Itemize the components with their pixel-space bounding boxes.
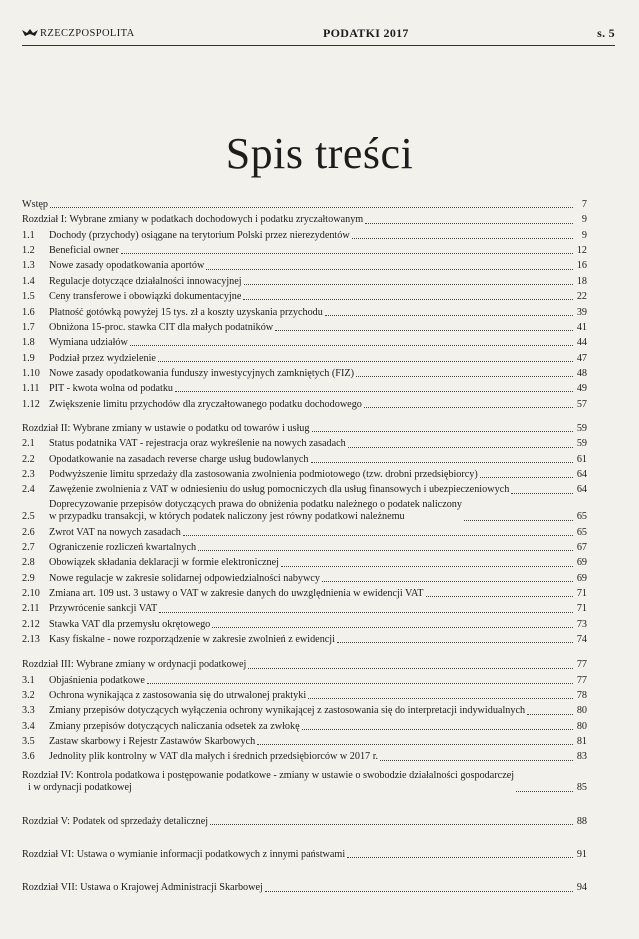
toc-entry-title: Podwyższenie limitu sprzedaży dla zastosowania zwolnienia podmiotowego (tzw. drobni przedsiębiorcy) [49, 468, 478, 480]
dot-leader [158, 361, 573, 362]
toc-entry-title: Doprecyzowanie przepisów dotyczących prawa do obniżenia podatku należnego o podatek naliczony [49, 498, 462, 510]
dot-leader [212, 627, 573, 628]
dot-leader [183, 535, 573, 536]
toc-entry-title: Podział przez wydzielenie [49, 352, 156, 364]
toc-entry-title: PIT - kwota wolna od podatku [49, 383, 174, 395]
toc-entry-page: 80 [576, 705, 587, 717]
toc-entry-page: 65 [576, 526, 587, 538]
dot-leader [516, 791, 573, 792]
toc-entry-title-continued: w przypadku transakcji, w których podatek naliczony jest równy podatkowi należnemu [49, 511, 405, 523]
toc-entry-page: 61 [576, 453, 587, 465]
toc-entry-page: 39 [576, 306, 587, 318]
toc-entry-number: 1.4 [22, 275, 35, 287]
toc-entry-page: 85 [576, 782, 587, 794]
toc-entry-page: 71 [576, 603, 587, 615]
toc-entry-number: 2.5 [22, 511, 35, 523]
dot-leader [426, 596, 574, 597]
toc-entry [22, 748, 587, 763]
page-header [22, 22, 615, 44]
toc-entry-page: 64 [576, 484, 587, 496]
toc-entry-title: Wymiana udziałów [49, 337, 128, 349]
toc-entry-number: 2.7 [22, 541, 35, 553]
dot-leader [380, 760, 573, 761]
toc-entry-number: 2.3 [22, 468, 35, 480]
toc-entry-page: 73 [576, 618, 587, 630]
toc-entry-page: 80 [576, 720, 587, 732]
dot-leader [322, 581, 573, 582]
toc-entry-number: 3.5 [22, 736, 35, 748]
toc-entry-page: 49 [576, 383, 587, 395]
dot-leader [198, 550, 573, 551]
dot-leader [243, 299, 573, 300]
toc-entry [22, 242, 587, 257]
toc-entry-number: 2.13 [22, 634, 40, 646]
toc-entry [22, 349, 587, 364]
dot-leader [121, 253, 573, 254]
toc-entry [22, 435, 587, 450]
toc-entry-number: 2.11 [22, 603, 40, 615]
toc-entry-number: 1.5 [22, 291, 35, 303]
toc-entry-number: 2.6 [22, 526, 35, 538]
toc-entry-title: Nowe zasady opodatkowania funduszy inwestycyjnych zamkniętych (FIZ) [49, 367, 354, 379]
toc-entry-page: 22 [576, 291, 587, 303]
toc-entry-page: 81 [576, 736, 587, 748]
page-title: Spis treści [225, 129, 414, 178]
toc-entry-page: 69 [576, 557, 587, 569]
toc-entry-number: 1.1 [22, 229, 35, 241]
toc-entry [22, 497, 587, 524]
toc-entry [22, 585, 587, 600]
toc-entry-title: Objaśnienia podatkowe [49, 674, 145, 686]
toc-entry [22, 656, 587, 671]
toc-entry [22, 466, 587, 481]
toc-entry-title: Ceny transferowe i obowiązki dokumentacyjne [49, 291, 242, 303]
toc-entry [22, 768, 587, 795]
toc-entry-number: 3.4 [22, 720, 35, 732]
toc-entry-page: 7 [581, 199, 587, 211]
toc-entry-title: Zmiany przepisów dotyczących naliczania odsetek za zwłokę [49, 720, 300, 732]
toc-entry-number: 3.1 [22, 674, 35, 686]
toc-entry-number: 2.9 [22, 572, 35, 584]
toc-entry-title: Jednolity plik kontrolny w VAT dla małych i średnich przedsiębiorców w 2017 r. [49, 751, 379, 763]
logo-text: RZECZPOSPOLITA [40, 27, 135, 39]
dot-leader [312, 431, 574, 432]
toc-entry-page: 91 [576, 849, 587, 861]
dot-leader [352, 238, 573, 239]
toc-entry [22, 319, 587, 334]
toc-entry-page: 16 [576, 260, 587, 272]
toc-entry-page: 77 [576, 659, 587, 671]
dot-leader [248, 668, 573, 669]
dot-leader [210, 824, 573, 825]
toc-entry-title: Nowe zasady opodatkowania aportów [49, 260, 205, 272]
dot-leader [348, 447, 573, 448]
toc-entry-page: 94 [576, 882, 587, 894]
toc-entry-title: Płatność gotówką powyżej 15 tys. zł a koszty uzyskania przychodu [49, 306, 323, 318]
dot-leader [147, 683, 573, 684]
eagle-icon [22, 28, 38, 38]
toc-entry-page: 64 [576, 468, 587, 480]
toc-entry [22, 813, 587, 828]
toc-entry [22, 616, 587, 631]
toc-entry [22, 227, 587, 242]
toc-entry-title-continued: i w ordynacji podatkowej [28, 782, 132, 794]
toc-entry [22, 395, 587, 410]
toc-entry-page: 48 [576, 367, 587, 379]
toc-entry-title: Stawka VAT dla przemysłu okrętowego [49, 618, 211, 630]
toc-entry-title: Zwiększenie limitu przychodów dla zryczałtowanego podatku dochodowego [49, 398, 362, 410]
toc-entry [22, 303, 587, 318]
toc-entry-number: 2.12 [22, 618, 40, 630]
toc-entry-title: Rozdział IV: Kontrola podatkowa i postępowanie podatkowe - zmiany w ustawie o swobodzie działalności gospodarczej [22, 770, 515, 782]
publisher-logo [22, 28, 135, 39]
toc-entry-title: Beneficial owner [49, 245, 119, 257]
toc-entry-number: 1.7 [22, 321, 35, 333]
toc-entry-number: 1.3 [22, 260, 35, 272]
toc-entry-title: Rozdział I: Wybrane zmiany w podatkach dochodowych i podatku zryczałtowanym [22, 214, 364, 226]
dot-leader [325, 315, 573, 316]
dot-leader [257, 744, 573, 745]
toc-entry-title: Zmiana art. 109 ust. 3 ustawy o VAT w zakresie danych do uwzględnienia w ewidencji VAT [49, 588, 424, 600]
toc-entry-title: Rozdział II: Wybrane zmiany w ustawie o podatku od towarów i usług [22, 422, 310, 434]
toc-entry-number: 2.4 [22, 484, 35, 496]
toc-entry [22, 539, 587, 554]
toc-entry-number: 1.6 [22, 306, 35, 318]
toc-entry-title: Zawężenie zwolnienia z VAT w odniesieniu do usług pomocniczych dla usług finansowych i ubezpieczeniowych [49, 484, 510, 496]
dot-leader [480, 477, 573, 478]
toc-entry-number: 3.3 [22, 705, 35, 717]
toc-entry-number: 2.10 [22, 588, 40, 600]
toc-entry [22, 196, 587, 211]
dot-leader [302, 729, 573, 730]
toc-entry-title: Rozdział III: Wybrane zmiany w ordynacji podatkowej [22, 659, 247, 671]
toc-entry [22, 733, 587, 748]
toc-entry-number: 1.11 [22, 383, 40, 395]
toc-entry-title: Ograniczenie rozliczeń kwartalnych [49, 541, 197, 553]
toc-entry-page: 59 [576, 422, 587, 434]
toc-entry [22, 365, 587, 380]
toc-entry-page: 9 [581, 229, 587, 241]
toc-entry-page: 9 [581, 214, 587, 226]
toc-entry-title: Obniżona 15-proc. stawka CIT dla małych podatników [49, 321, 274, 333]
toc-entry-title: Status podatnika VAT - rejestracja oraz wykreślenie na nowych zasadach [49, 438, 346, 450]
toc-entry-number: 2.8 [22, 557, 35, 569]
toc-entry [22, 420, 587, 435]
toc-entry-title: Regulacje dotyczące działalności innowacyjnej [49, 275, 242, 287]
toc-entry-page: 65 [576, 511, 587, 523]
toc-entry [22, 702, 587, 717]
toc-entry-title: Nowe regulacje w zakresie solidarnej odpowiedzialności nabywcy [49, 572, 320, 584]
dot-leader [347, 857, 573, 858]
toc-entry [22, 380, 587, 395]
toc-entry-title: Zmiany przepisów dotyczących wyłączenia ochrony wynikającej z zastosowania się do interpretacji indywidualnych [49, 705, 526, 717]
dot-leader [281, 566, 573, 567]
dot-leader [265, 891, 573, 892]
dot-leader [308, 698, 573, 699]
toc-entry-page: 41 [576, 321, 587, 333]
toc-entry-number: 1.12 [22, 398, 40, 410]
dot-leader [159, 612, 573, 613]
toc-entry [22, 631, 587, 646]
toc-entry-title: Wstęp [22, 199, 49, 211]
toc-entry-page: 12 [576, 245, 587, 257]
toc-entry-number: 3.2 [22, 690, 35, 702]
toc-entry-title: Ochrona wynikająca z zastosowania się do utrwalonej praktyki [49, 690, 307, 702]
toc-entry [22, 273, 587, 288]
toc-entry [22, 288, 587, 303]
toc-entry-page: 74 [576, 634, 587, 646]
toc-entry [22, 570, 587, 585]
toc-entry [22, 879, 587, 894]
toc-entry-title: Obowiązek składania deklaracji w formie elektronicznej [49, 557, 279, 569]
toc-entry-title: Przywrócenie sankcji VAT [49, 603, 158, 615]
toc-entry-page: 71 [576, 588, 587, 600]
toc-entry-page: 78 [576, 690, 587, 702]
dot-leader [50, 207, 573, 208]
toc-entry [22, 334, 587, 349]
toc-entry-number: 1.2 [22, 245, 35, 257]
toc-entry-title: Opodatkowanie na zasadach reverse charge usług budowlanych [49, 453, 309, 465]
toc-entry-number: 1.9 [22, 352, 35, 364]
toc-entry-page: 57 [576, 398, 587, 410]
toc-entry-page: 77 [576, 674, 587, 686]
dot-leader [464, 520, 573, 521]
toc-entry [22, 451, 587, 466]
toc-entry [22, 718, 587, 733]
toc-entry-title: Dochody (przychody) osiągane na terytorium Polski przez nierezydentów [49, 229, 350, 241]
header-rule [22, 45, 615, 46]
toc-entry-title: Zastaw skarbowy i Rejestr Zastawów Skarbowych [49, 736, 256, 748]
dot-leader [365, 223, 573, 224]
dot-leader [175, 391, 573, 392]
dot-leader [356, 376, 573, 377]
dot-leader [130, 345, 573, 346]
dot-leader [311, 462, 574, 463]
toc-entry-page: 47 [576, 352, 587, 364]
toc-entry [22, 600, 587, 615]
toc-entry [22, 481, 587, 496]
toc-entry-number: 1.10 [22, 367, 40, 379]
toc-entry [22, 554, 587, 569]
toc-entry [22, 257, 587, 272]
toc-entry [22, 524, 587, 539]
header-title: PODATKI 2017 [323, 25, 409, 40]
dot-leader [337, 642, 573, 643]
toc-entry-title: Rozdział VII: Ustawa o Krajowej Administracji Skarbowej [22, 882, 263, 894]
toc-entry-title: Rozdział V: Podatek od sprzedaży detalicznej [22, 815, 209, 827]
table-of-contents [22, 196, 587, 895]
dot-leader [511, 493, 573, 494]
dot-leader [244, 284, 573, 285]
toc-entry [22, 846, 587, 861]
toc-entry-page: 88 [576, 815, 587, 827]
dot-leader [364, 407, 573, 408]
dot-leader [206, 269, 573, 270]
toc-entry-title: Rozdział VI: Ustawa o wymianie informacji podatkowych z innymi państwami [22, 849, 346, 861]
toc-entry-number: 2.2 [22, 453, 35, 465]
toc-entry-page: 67 [576, 541, 587, 553]
toc-entry-number: 1.8 [22, 337, 35, 349]
dot-leader [527, 714, 573, 715]
toc-entry-number: 2.1 [22, 438, 35, 450]
toc-entry-page: 59 [576, 438, 587, 450]
toc-entry [22, 687, 587, 702]
toc-entry-page: 18 [576, 275, 587, 287]
toc-entry [22, 211, 587, 226]
dot-leader [275, 330, 573, 331]
toc-entry-page: 69 [576, 572, 587, 584]
toc-entry-title: Kasy fiskalne - nowe rozporządzenie w zakresie zwolnień z ewidencji [49, 634, 335, 646]
toc-entry-title: Zwrot VAT na nowych zasadach [49, 526, 181, 538]
toc-entry-page: 44 [576, 337, 587, 349]
toc-entry-page: 83 [576, 751, 587, 763]
toc-entry-number: 3.6 [22, 751, 35, 763]
page-number: s. 5 [597, 25, 615, 40]
toc-entry [22, 672, 587, 687]
